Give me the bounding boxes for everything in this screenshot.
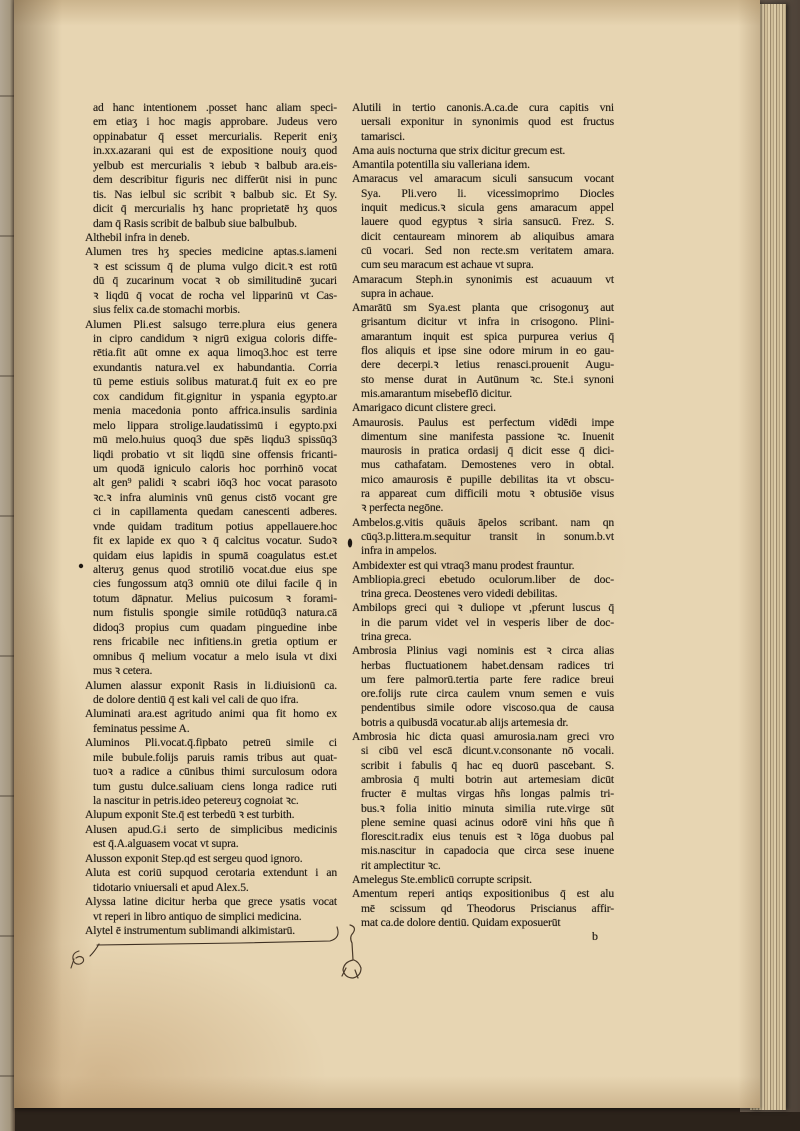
entry-headline: Ambilops greci qui ꝛ duliope vt ,pferunt luscus q̄ [352,601,614,615]
entry-line: num fistulis spongie simile rotūdūq3 natura.cā [93,606,337,620]
dictionary-entry [85,679,337,708]
entry-line: omnibus q̄ melium vocatur a melo isula vt dixi [93,649,337,663]
dictionary-entry [85,808,337,822]
entry-line: mile bubule.folijs paruis ramis tribus aut quat- [93,750,337,764]
entry-line: de dolore dentiū q̄ est kali vel cali de quo ifra. [93,692,299,706]
entry-line: yelbub est mercurialis ꝛ iebub ꝛ balbub ara.eis- [93,158,337,172]
entry-line: cox candidum fit.gignitur in yspania egypto.ar [93,389,337,403]
entry-headline: Amaracus vel amaracum siculi sansucum vocant [352,172,614,186]
entry-headline: Alusen apud.G.i serto de simplicibus medicinis [85,822,337,836]
dictionary-entry [352,101,614,144]
entry-line: sto mense durat in Autūnum ꝛc. Ste.i synoni [361,372,614,386]
entry-line: ad hanc intentionem .posset hanc aliam speci- [93,101,337,114]
dictionary-entry [352,401,614,415]
dictionary-entry [85,924,337,938]
entry-line: ra appareat cum difficili motu ꝛ obtusiōe visus [361,487,614,501]
dictionary-entry [352,416,614,516]
entry-line: melo lippara strolige.laudatissimū i egypto.pxi [93,418,337,432]
dictionary-entry [85,707,337,736]
entry-line: mus ꝛ cetera. [93,664,153,678]
entry-line: supra in achaue. [361,286,434,300]
dictionary-entry [352,887,614,930]
entry-line: fit ex lapide ex quo ꝛ q̄ calcitus vocatur. Sudoꝛ [93,534,337,548]
dictionary-entry [352,273,614,302]
entry-line: mē scissum qd Theodorus Priscianus affir- [361,901,614,915]
entry-line: scribit i fabulis q̄ hac eq duorū pascebant. S. [361,758,614,772]
entry-line: tidotario vniuersali et apud Alex.5. [93,880,249,894]
entry-line: uersali exponitur in synonimis quod est fructus [361,115,614,129]
entry-line: grisantum dicitur vt infra in crisogono. Plini- [361,315,614,329]
entry-line: totum dāpnatur. Melius puicosum ꝛ forami- [93,591,337,605]
dictionary-entry [85,895,337,924]
entry-headline: Alytel ē instrumentum sublimandi alkimistarū. [85,923,295,937]
entry-line: dimentum sine manifesta passione ꝛc. Inuenit [361,429,614,443]
entry-line: feminatus pessime A. [93,721,190,735]
entry-line: florescit.radix eius tenuis est ꝛ lōga duobus pal [361,830,614,844]
entry-line: amarantum inquit est spica purpurea verius q̄ [361,329,614,343]
dictionary-entry [352,158,614,172]
entry-line: botris a quibusdā vocatur.ab alijs artemesia dr. [361,715,569,729]
entry-line: oppinabatur q̄ esset mercurialis. Reperit eniʒ [93,129,337,143]
entry-line: vnde quidam traditum potius appellauere.hoc [93,519,337,533]
entry-line: dū q̄ zucarinum vocat ꝛ ob similitudinē ʒucari [93,274,337,288]
dictionary-entry [352,144,614,158]
dictionary-entry [352,644,614,730]
entry-line: em etiaʒ i hoc magis approbare. Judeus vero [93,115,337,129]
entry-headline: Alumen tres hʒ species medicine aptas.s.iameni [85,245,337,259]
entry-line: um quodā igniculo caloris hoc porrhinō vocat [93,461,337,475]
dictionary-entry [85,318,337,679]
entry-line: quidam eius lapidis in spumā coagulatus est.et [93,548,337,562]
entry-line: exundantis natura.vel ex habundantia. Corria [93,360,337,374]
entry-line: ꝛc.ꝛ infra aluminis vnū genus cistō vocant gre [93,490,337,504]
previous-leaf-edge [0,0,15,1131]
entry-line: ꝛ perfecta negōne. [361,501,444,515]
entry-line: fructer ē multas virgas hñs longas palmis tri- [361,787,614,801]
entry-line: mat ca.de dolore dentiū. Quidam exposuerūt [361,915,561,929]
entry-line: ambrosia q̄ multi botrin aut artemesiam dicūt [361,772,614,786]
entry-line: alt gen⁹ palidi ꝛ scabri iōq3 hoc vocat parasoto [93,476,337,490]
entry-line: ꝛ est scissum q̄ de pluma vulgo dicit.ꝛ est rotū [93,259,337,273]
entry-line: mū melo.huius quoq3 due spēs liqdu3 spissūq3 [93,433,337,447]
entry-line: trina greca. Deostenes vero videdi debilitas. [361,587,558,601]
entry-headline: Alumen Pli.est salsugo terre.plura eius genera [85,317,337,331]
dictionary-entry [85,823,337,852]
entry-headline: Althebil infra in deneb. [85,230,190,244]
entry-headline: Alyssa latine dicitur herba que grece ysatis vocat [85,895,337,909]
entry-headline: Amarigaco dicunt clistere greci. [352,401,496,415]
entry-headline: Aluta est coriū supquod cerotaria extendunt i an [85,866,337,880]
entry-line: trina greca. [361,629,412,643]
entry-headline: Amantila potentilla siu valleriana idem. [352,158,530,172]
entry-line: Sya. Pli.vero li. vicessimoprimo Diocles [361,186,614,200]
entry-line: mus cathafatam. Demostenes vero in obtal. [361,458,614,472]
entry-line: liqdi probatio vt sit liqdū sine offensis fricanti- [93,447,337,461]
entry-line: rētia.fit aūt omne ex aqua limoq3.hoc est terre [93,346,337,360]
entry-line: mico amaurosis ē pupille debilitas ita vt obscu- [361,472,614,486]
signature-mark: b [592,929,598,943]
entry-line: la nascitur in petris.ideo petereuʒ cognoiat ꝛc. [93,794,299,807]
entry-line: dem describitur figuris nec differūt nisi in punc [93,173,337,187]
dictionary-entry [85,736,337,808]
entry-line: ci in capillamenta quedam canescenti adberes. [93,505,337,519]
entry-line: flos aliquis et ipse sine odore mirum in eo gau- [361,344,614,358]
entry-headline: Amentum reperi antiqs expositionibus q̄ est alu [352,887,614,901]
entry-headline: Alutili in tertio canonis.A.ca.de cura capitis vni [352,101,614,114]
entry-headline: Aluminos Pli.vocat.q̄.fipbato petreū simile ci [85,736,337,750]
entry-headline: Ambliopia.greci ebetudo oculorum.liber de doc- [352,572,614,586]
entry-headline: Alusson exponit Step.qd est sergeu quod ignoro. [85,851,303,865]
continued-entry [85,101,337,231]
dictionary-entry [352,873,614,887]
right-column [352,101,614,930]
dictionary-entry [352,601,614,644]
entry-line: in cipro candidum ꝛ nigrū exigua coloris diffe- [93,332,337,345]
entry-line: pendentibus simile odore viscoso.qua de causa [361,701,614,715]
entry-line: bus.ꝛ folia initio minuta similia rute.virge sūt [361,801,614,815]
entry-headline: Ama auis nocturna que strix dicitur grecum est. [352,143,566,157]
entry-line: tis. Nas ielbul sic scribit ꝛ balbub sic. Et Sy. [93,187,337,201]
entry-headline: Amaurosis. Paulus est perfectum vidēdi impe [352,415,614,429]
entry-headline: Aluminati ara.est agritudo animi qua fit homo ex [85,707,337,721]
entry-line: mis.amarantum misebeflō dicitur. [361,386,513,400]
left-column [85,101,337,938]
entry-line: um fere palmorū.tertia parte fere radice breui [361,672,614,686]
book-page [14,0,760,1108]
entry-line: dicit q̄ mercurialis hʒ hanc proprietatē hʒ quos [93,202,337,216]
entry-line: rens fricabile nec infitiens.in gretia optium er [93,635,337,649]
entry-line: cū vocari. Sed non recte.sm veritatem amara. [361,243,614,257]
entry-line: plene semine quasi acinus odorē vini hñs que ñ [361,815,614,829]
entry-line: cum seu maracum est achaue vt supra. [361,258,534,272]
dictionary-entry [352,559,614,573]
entry-line: lauere quod egyptus ꝛ siria sansucū. Frez. S. [361,215,614,229]
dictionary-entry [85,852,337,866]
entry-headline: Ambidexter est qui vtraq3 manu prodest frauntur. [352,558,575,572]
dictionary-entry [352,730,614,873]
dictionary-entry [352,573,614,602]
entry-headline: Ambelos.g.vitis quāuis āpelos scribant. nam qn [352,515,614,529]
entry-line: infra in ampelos. [361,544,437,558]
entry-line: menia macedonia ponto affrica.insulis sardinia [93,404,337,418]
dictionary-entry [352,301,614,401]
entry-line: tamarisci. [361,129,405,143]
entry-line: tū peme estiuis solibus maturat.q̄ fuit ex eo pre [93,375,337,389]
entry-line: in die parum videt vel in vesperis liber de doc- [361,615,614,629]
entry-line: alteruʒ genus quod strotiliō vocat.due eius spe [93,563,337,576]
dictionary-entry [352,172,614,272]
dictionary-entry [85,231,337,245]
entry-headline: Alumen alassur exponit Rasis in li.diuisionū ca. [85,678,337,692]
entry-line: ꝛ liqdū q̄ vocat de rocha vel lipparinū vt Cas- [93,288,337,302]
entry-headline: Amaracum Steph.in synonimis est acuauum vt [352,272,614,286]
entry-line: mis.nascitur in capadocia que circa sese inuene [361,844,614,858]
dictionary-entry [85,866,337,895]
entry-line: sius felix ca.de stomachi morbis. [93,303,241,317]
entry-line: maurosis in pratica ordasij q̄ dicit esse q̄ dici- [361,444,614,458]
entry-line: vt reperi in libro antiquo de simplici medicina. [93,909,302,923]
entry-line: dicit centauream minorem ab aliquibus amara [361,229,614,243]
dictionary-entry [352,516,614,559]
entry-line: si cibū vel escā dicunt.v.consonante nō vocali. [361,744,614,758]
entry-line: tuoꝛ a radice a cūnibus thimi surculosum odora [93,765,337,779]
entry-line: herbas fluctuationem habet.densam radices tri [361,658,614,672]
entry-headline: Ambrosia hic dicta quasi amurosia.nam greci vro [352,730,614,744]
entry-line: cies fungossum atq3 omniū ote dilui facile q̄ in [93,577,337,591]
entry-line: est q̄.A.alguasem vocat vt supra. [93,837,239,851]
entry-headline: Alupum exponit Ste.q̄ est terbedū ꝛ est turbith. [85,808,295,822]
entry-line: ore.folijs rute circa caulem vnum semen e vuis [361,687,614,701]
entry-headline: Amelegus Ste.emblicū corrupte scripsit. [352,873,532,887]
entry-line: dere decerpi.ꝛ letius renasci.prouenit Augu- [361,358,614,372]
entry-line: cūq3.p.littera.m.sequitur transit in sonum.b.vt [361,529,614,543]
entry-line: inquit medicus.ꝛ sicula gens amaracum appel [361,201,614,215]
dictionary-entry [85,245,337,317]
entry-line: tum gustu dulce.saliuam ciens longa radice ruti [93,779,337,793]
entry-line: dam q̄ Rasis scribit de balbub siue balbulbub. [93,216,297,230]
entry-headline: Amarātū sm Sya.est planta que crisogonuʒ aut [352,301,614,315]
entry-line: in.xx.azarani qui est de expositione nouiʒ quod [93,144,337,158]
entry-line: rit amplectitur ꝛc. [361,858,441,872]
entry-headline: Ambrosia Plinius vagi nominis est ꝛ circa alias [352,644,614,658]
entry-line: didoq3 propius cum quadam pinguedine inbe [93,620,337,634]
